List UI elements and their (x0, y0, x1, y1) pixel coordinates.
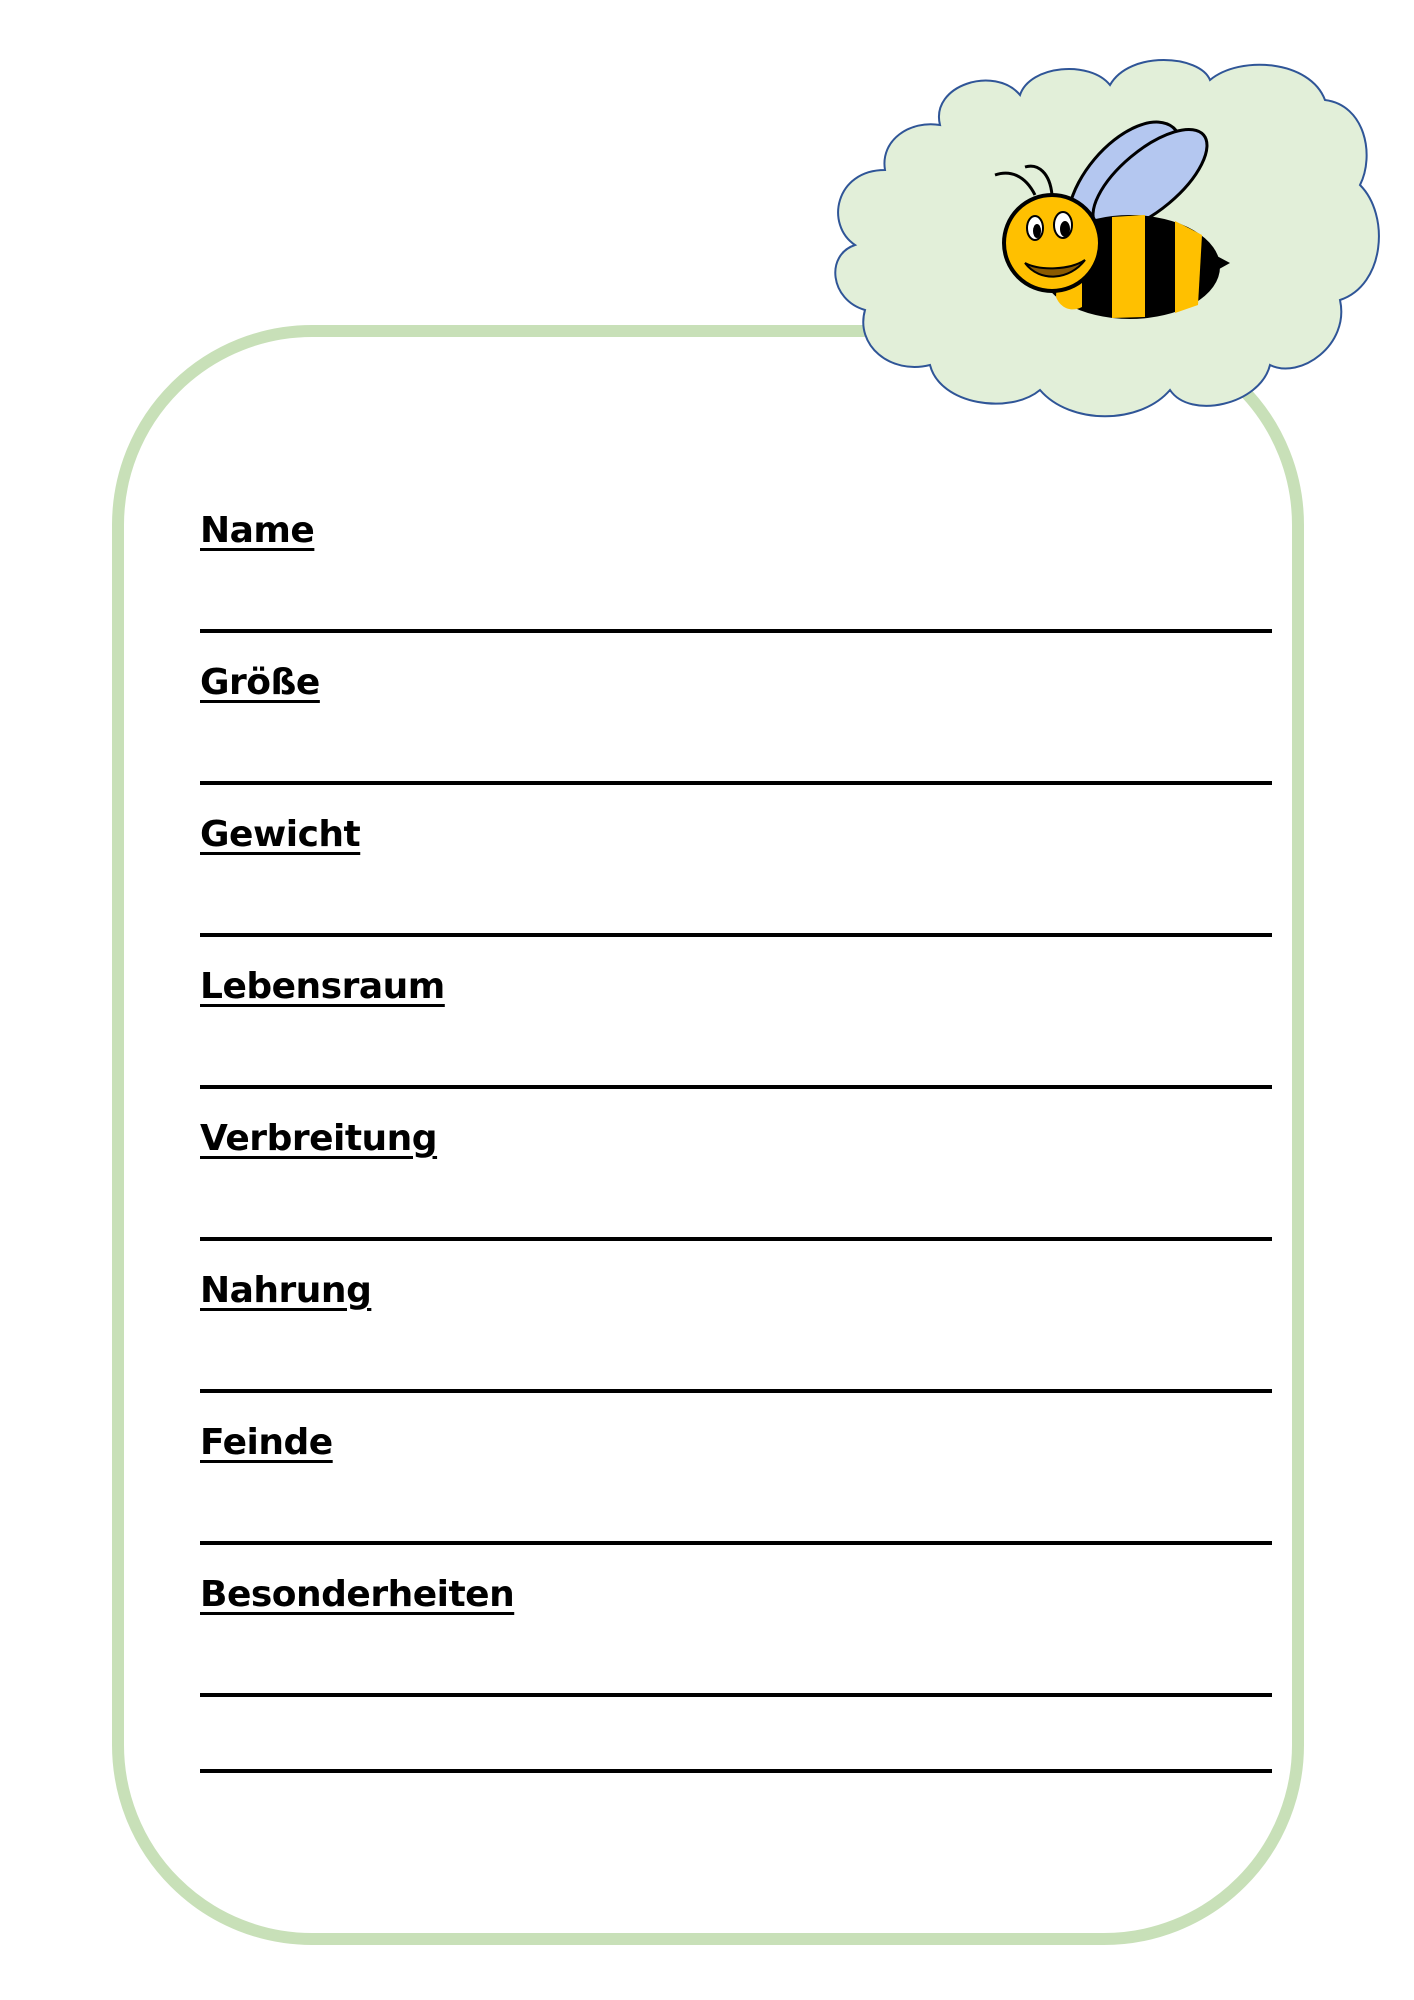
field-label-verbreitung: Verbreitung (200, 1118, 438, 1159)
answer-line[interactable] (200, 1769, 1272, 1773)
field-label-groesse: Größe (200, 662, 320, 703)
answer-line[interactable] (200, 629, 1272, 633)
answer-line[interactable] (200, 1389, 1272, 1393)
bee-cloud-illustration (820, 45, 1400, 435)
answer-line[interactable] (200, 781, 1272, 785)
field-label-feinde: Feinde (200, 1422, 333, 1463)
answer-line[interactable] (200, 1693, 1272, 1697)
answer-line[interactable] (200, 1541, 1272, 1545)
field-label-lebensraum: Lebensraum (200, 966, 445, 1007)
answer-line[interactable] (200, 1085, 1272, 1089)
field-label-besonderheiten: Besonderheiten (200, 1574, 515, 1615)
field-label-gewicht: Gewicht (200, 814, 361, 855)
field-label-name: Name (200, 510, 315, 551)
field-label-nahrung: Nahrung (200, 1270, 372, 1311)
answer-line[interactable] (200, 933, 1272, 937)
answer-line[interactable] (200, 1237, 1272, 1241)
